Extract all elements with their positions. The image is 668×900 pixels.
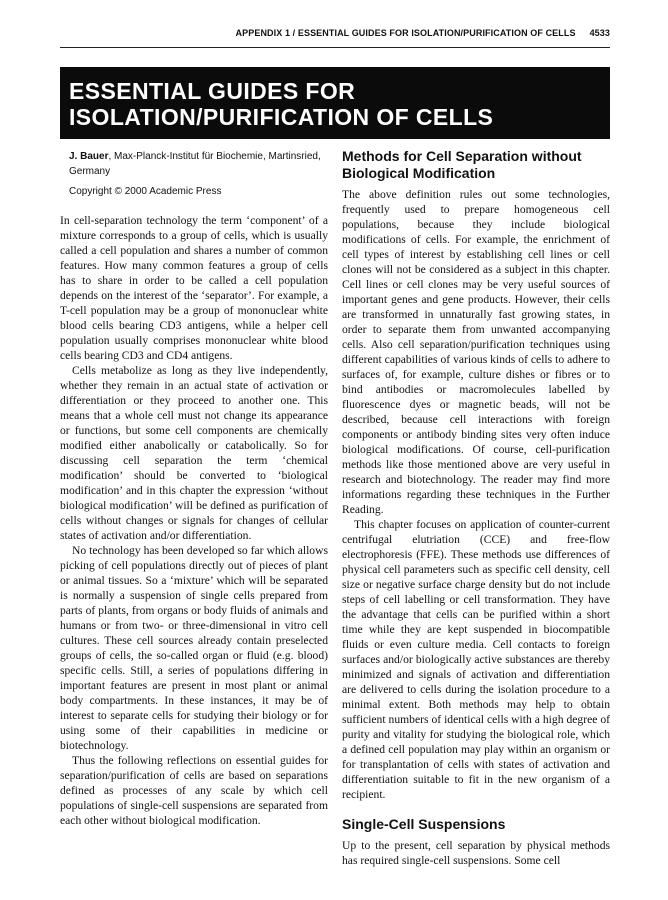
copyright-notice: Copyright © 2000 Academic Press bbox=[69, 186, 222, 197]
body-paragraph: The above definition rules out some technologies, frequently used to prepare homogeneous cell populations, because they include biological modifications of cells. For example, the enrichment of cell types of interest by establishing cell lines or cell clones will not be considered as a subject in this chapter. Cell lines or cell clones may be very useful sources of important genes and gene products. However, their cells are transformed in unnaturally fast growing states, in order to separate them from unwanted accompanying cells. Also cell separation/purification techniques using different capabilities of various kinds of cells to adhere to surfaces of, for example, culture dishes or fibres or to bind antibodies or macromolecules labelled by fluorescence dyes or magnetic beads, will not be described, because cell interactions with foreign components or antibody binding sites very often induce biological modifications. Of course, cell-purification methods like those mentioned above are very useful in research and biotechnology. The reader may find more informations regarding these techniques in the Further Reading. bbox=[342, 188, 610, 516]
body-paragraph: Up to the present, cell separation by physical methods has required single-cell suspensions. Some cell bbox=[342, 839, 610, 867]
running-head-title: APPENDIX 1 / ESSENTIAL GUIDES FOR ISOLATION/PURIFICATION OF CELLS bbox=[235, 28, 576, 38]
section-heading: Single-Cell Suspensions bbox=[342, 816, 506, 832]
body-paragraph: No technology has been developed so far which allows picking of cell populations directly out of pieces of plant or animal tissues. So a ‘mixture’ which will be separated is normally a suspension of single cells prepared from parts of plants, from organs or body fluids of animals and humans or from two- or three-dimensional in vitro cell cultures. These cell sources already contain preselected groups of cells, the so-called organ or fluid (e.g. blood) specific cells. Still, a series of populations differing in important features are present in most plant or animal body compartments. In these instances, it may be of interest to separate cells for studying their biology or for using some of their capabilities in medicine or biotechnology. bbox=[60, 544, 328, 752]
running-head bbox=[60, 28, 610, 38]
page-number: 4533 bbox=[589, 28, 610, 38]
section-heading: Methods for Cell Separation without Biological Modification bbox=[342, 148, 582, 181]
chapter-title-line-1: ESSENTIAL GUIDES FOR bbox=[69, 78, 356, 104]
header-rule bbox=[60, 47, 610, 48]
left-column bbox=[60, 148, 328, 828]
body-paragraph: Cells metabolize as long as they live independently, whether they remain in an actual state of activation or differentiation or they proceed to another one. This means that a whole cell must not change its appearance or functions, but some cell components are chemically modified either anabolically or catabolically. So for discussing cell separation the term ‘chemical modification’ should be converted to ‘biological modification’ and in this chapter the expression ‘without biological modification’ will be defined as purification of cells without changes or signals for changes of cellular states of activation and/or differentiation. bbox=[60, 364, 328, 542]
author-line bbox=[69, 149, 328, 179]
author-affiliation: , Max-Planck-Institut für Biochemie, Martinsried, Germany bbox=[69, 151, 321, 177]
chapter-title-line-2: ISOLATION/PURIFICATION OF CELLS bbox=[69, 104, 494, 130]
body-paragraph: This chapter focuses on application of counter-current centrifugal elutriation (CCE) and free-flow electrophoresis (FFE). These methods use differences of physical cell parameters such as specific cell density, cell size or negative surface charge density but do not include steps of cell labelling or cell transformation. They have the advantage that cells can be purified within a short time while they are kept suspended in biocompatible fluids or even culture media. Cell contacts to foreign surfaces and/or biologically active substances are thereby minimized and signals of activation and differentiation are delivered to cells during the isolation procedure to a minimal extent. Both methods may help to obtain sufficient numbers of identical cells with a high degree of purity and vitality for studying the biological role, which a defined cell population may play within an organism or for transplantation of cells with states of activation and differentiation suitable to fit in the new organism of a recipient. bbox=[342, 518, 610, 801]
chapter-title-banner bbox=[60, 67, 610, 139]
body-paragraph: In cell-separation technology the term ‘component’ of a mixture corresponds to a group of cells, which is usually called a cell population and shares a number of common features. How many common features a group of cells has to share in order to be called a cell population depends on the interest of the ‘separator’. For example, a T-cell population may be a group of mononuclear white blood cells bearing CD3 antigens, while a helper cell population usually comprises mononuclear white blood cells bearing CD3 and CD4 antigens. bbox=[60, 214, 328, 362]
right-column bbox=[342, 148, 610, 868]
author-name: J. Bauer bbox=[69, 151, 109, 162]
body-paragraph: Thus the following reflections on essential guides for separation/purification of cells are based on separations defined as processes of any scale by which cell populations of single-cell suspensions are separated from each other without biological modification. bbox=[60, 754, 328, 827]
